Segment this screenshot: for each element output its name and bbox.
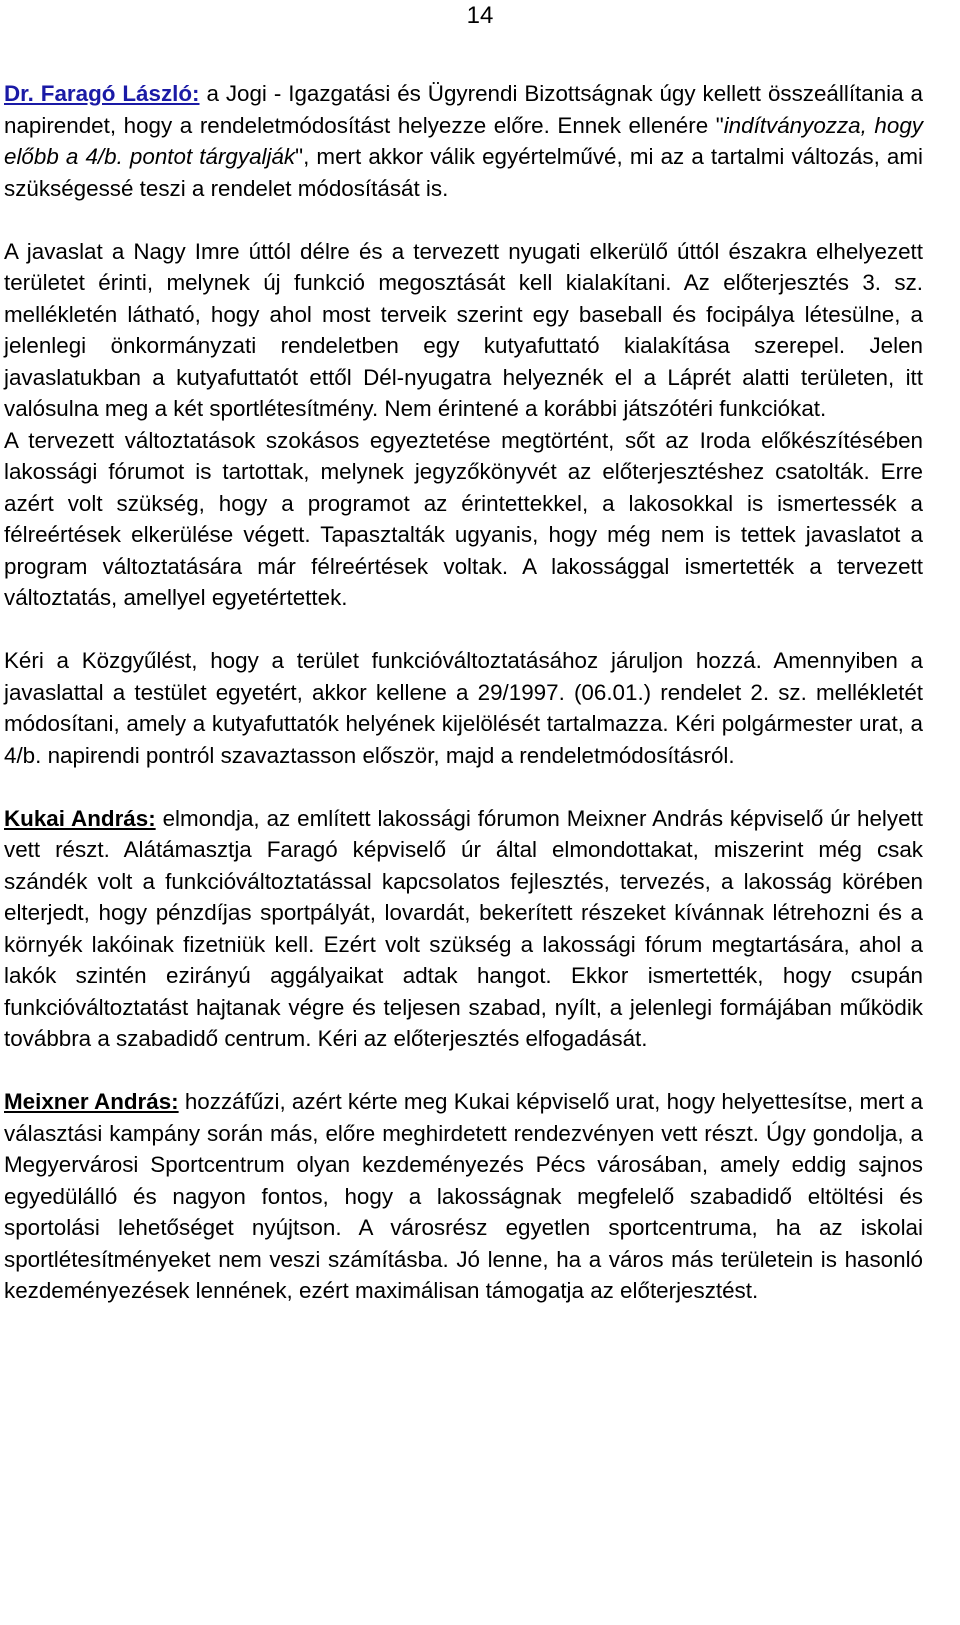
kukai-paragraph xyxy=(4,803,923,1055)
farago-paragraph-2: A javaslat a Nagy Imre úttól délre és a tervezett nyugati elkerülő úttól északra elhelyezett területet érinti, melynek új funkció megosztását kell kialakítani. Az előterjesztés 3. sz. mellékletén látható, hogy ahol most terveik szerint egy baseball és focipálya létesülne, a jelenlegi önkormányzati rendeletben egy kutyafuttató kialakítása szerepel. Jelen javaslatukban a kutyafuttatót ettől Dél-nyugatra helyeznék el a Láprét alatti területen, itt valósulna meg a két sportlétesítmény. Nem érintené a korábbi játszótéri funkciókat. xyxy=(4,238,923,421)
farago-paragraph-4: Kéri a Közgyűlést, hogy a terület funkcióváltoztatásához járuljon hozzá. Amennyiben a javaslattal a testület egyetért, akkor kellene a 29/1997. (06.01.) rendelet 2. sz. mellékletét módosítani, amely a kutyafuttatók helyének kijelölését tartalmazza. Kéri polgármester urat, a 4/b. napirendi pontról szavaztasson először, majd a rendeletmódosításról. xyxy=(4,648,923,768)
farago-text-italic: indítványozza, hogy előbb a 4/b. pontot tárgyalják xyxy=(4,112,923,169)
paragraph-gap xyxy=(4,204,923,236)
paragraph-gap xyxy=(4,1055,923,1087)
meixner-paragraph xyxy=(4,1086,923,1307)
farago-text-a: a Jogi - Igazgatási és Ügyrendi Bizottságnak úgy kellett összeállítania a napirendet, hogy a rendeletmódosítást helyezze előre. Ennek ellenére " xyxy=(4,81,923,138)
meixner-text: hozzáfűzi, azért kérte meg Kukai képviselő urat, hogy helyettesítse, mert a választási kampány során más, előre meghirdetett rendezvényen vett részt. Úgy gondolja, a Megyervárosi Sportcentrum olyan kezdeményezés Pécs városában, amely eddig sajnos egyedülálló és nagyon fontos, hogy a lakosságnak megfelelő szabadidő eltöltési és sportolási lehetőséget nyújtson. A városrész egyetlen sportcentruma, ha az iskolai sportlétesítményeket nem veszi számításba. Jó lenne, ha a város más területein is hasonló kezdeményezések lennének, ezért maximálisan támogatja az előterjesztést. xyxy=(4,1089,923,1303)
speaker-name-meixner: Meixner András: xyxy=(4,1089,179,1114)
paragraph-gap xyxy=(4,614,923,646)
paragraph-gap xyxy=(4,771,923,803)
kukai-text: elmondja, az említett lakossági fórumon Meixner András képviselő úr helyett vett részt. Alátámasztja Faragó képviselő úr által elmondottakat, miszerint még csak szándék volt a funkcióváltoztatással kapcsolatos fejlesztés, tervezés, a lakosság körében elterjedt, hogy pénzdíjas sportpályát, lovardát, bekerített részeket kívánnak létrehozni és a környék lakóinak fizetniük kell. Ezért volt szükség a lakossági fórum megtartására, ahol a lakók szintén ezirányú aggályaikat adtak hangot. Ekkor ismertették, hogy csupán funkcióváltoztatást hajtanak végre és teljesen szabad, nyílt, a jelenlegi formájában működik továbbra a szabadidő centrum. Kéri az előterjesztés elfogadását. xyxy=(4,805,923,1051)
speaker-name-kukai: Kukai András: xyxy=(4,805,156,831)
farago-text-b: ", mert akkor válik egyértelművé, mi az a tartalmi változás, ami szükségessé teszi a rendelet módosítását is. xyxy=(4,144,923,201)
document-body xyxy=(4,78,923,1307)
page-number: 14 xyxy=(466,2,494,29)
farago-paragraph-3: A tervezett változtatások szokásos egyeztetése megtörtént, sőt az Iroda előkészítésében lakossági fórumot is tartottak, melynek jegyzőkönyvét az előterjesztéshez csatolták. Erre azért volt szükség, hogy a programot az érintettekkel, a lakosokkal is ismertessék a félreértések elkerülése végett. Tapasztalták ugyanis, hogy még nem is tettek javaslatot a program változtatására már félreértések voltak. A lakossággal ismertették a tervezett változtatás, amellyel egyetértettek. xyxy=(4,427,923,610)
speaker-name-farago: Dr. Faragó László: xyxy=(4,81,200,106)
faragó-paragraph-1 xyxy=(4,78,923,204)
